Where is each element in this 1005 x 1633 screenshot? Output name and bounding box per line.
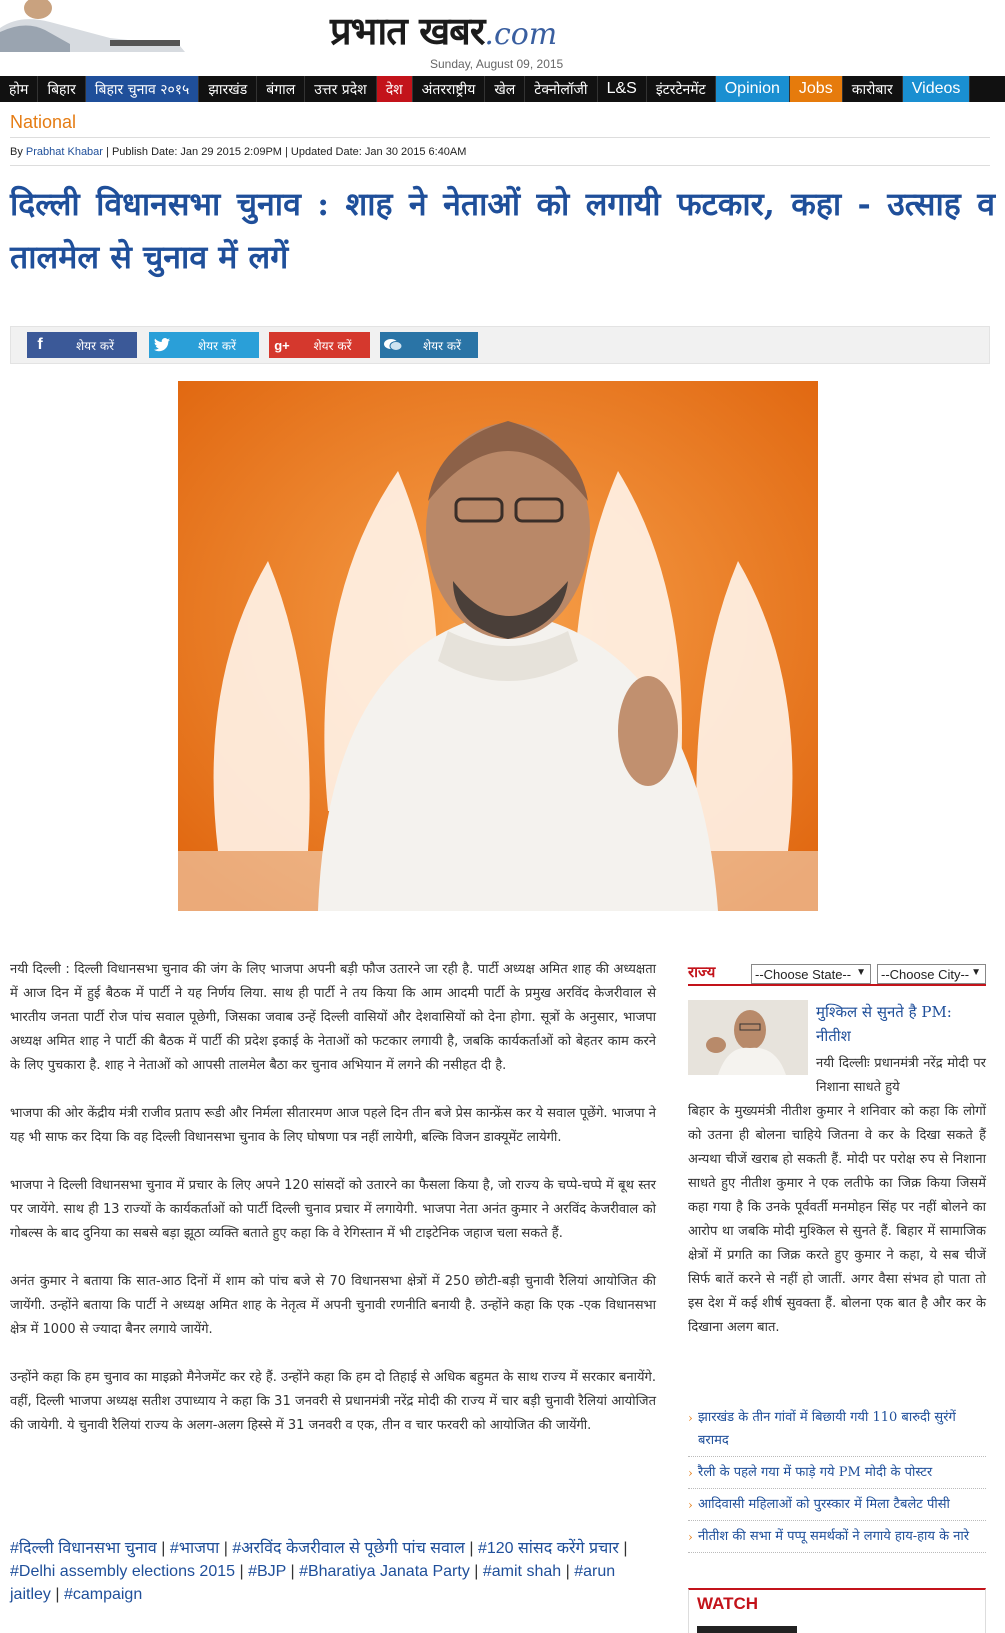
nav-item[interactable]: होम	[0, 76, 38, 102]
chevron-down-icon: ▼	[971, 967, 981, 978]
tag-link[interactable]: #amit shah	[482, 1563, 562, 1580]
nav-item[interactable]: बिहार	[38, 76, 85, 102]
nav-item[interactable]: कारोबार	[843, 76, 903, 102]
sidebar-links	[688, 1402, 986, 1553]
tag-separator: |	[219, 1540, 233, 1557]
tag-link[interactable]: #campaign	[63, 1586, 143, 1603]
site-logo[interactable]	[330, 4, 670, 64]
tag-separator: |	[618, 1540, 628, 1557]
city-select[interactable]	[877, 964, 986, 984]
twitter-share-button[interactable]	[149, 332, 259, 358]
header-person-photo	[0, 0, 190, 52]
sidebar-news-link[interactable]	[688, 1521, 986, 1553]
state-select-value: --Choose State--	[755, 966, 852, 982]
article-tags	[10, 1537, 656, 1606]
tag-link[interactable]: #Bharatiya Janata Party	[299, 1563, 470, 1580]
chevron-down-icon: ▼	[856, 967, 866, 978]
sidebar-link-text: झारखंड के तीन गांवों में बिछायी गयी 110 बारुदी सुरंगें बरामद	[698, 1410, 956, 1448]
article-body	[10, 958, 656, 1462]
story-excerpt	[688, 1052, 986, 1340]
article-paragraph: भाजपा की ओर केंद्रीय मंत्री राजीव प्रताप रूडी और निर्मला सीतारमण आज पहले दिन तीन बजे प्रेस कान्फ्रेंस कर ये सवाल पूछेंगे. भाजपा ने यह भी साफ कर दिया कि वह दिल्ली विधानसभा चुनाव के लिए घोषणा पत्र नहीं लायेगी, बल्कि विजन डाक्यूमेंट लायेगी.	[10, 1106, 656, 1145]
nav-item[interactable]: झारखंड	[199, 76, 257, 102]
nav-item[interactable]: देश	[377, 76, 413, 102]
tag-separator: |	[50, 1586, 64, 1603]
nav-item[interactable]: अंतरराष्ट्रीय	[413, 76, 486, 102]
nav-item[interactable]: इंटरटेनमेंट	[647, 76, 716, 102]
share-label: शेयर करें	[313, 338, 352, 353]
nav-item[interactable]: Videos	[903, 76, 971, 102]
story-lead: नयी दिल्लीः प्रधानमंत्री नरेंद्र मोदी पर निशाना साधते हुये	[816, 1056, 986, 1095]
tag-link[interactable]: #arun jaitley	[10, 1563, 616, 1603]
nav-item[interactable]: टेक्नोलॉजी	[525, 76, 597, 102]
nav-item[interactable]: L&S	[598, 76, 647, 102]
article-paragraph: अनंत कुमार ने बताया कि सात-आठ दिनों में शाम को पांच बजे से 70 विधानसभा क्षेत्रों में 250 छोटी-बड़ी चुनावी रैलियां आयोजित की जायेंगी. उन्होंने बताया कि पार्टी ने अध्यक्ष अमित शाह के नेतृत्व में अपनी चुनावी रणनीति बनायी है. उन्होंने कहा कि एक -एक विधानसभा क्षेत्र में 1000 से ज्यादा बैनर लगाये जायेंगे.	[10, 1274, 656, 1337]
tag-link[interactable]: #दिल्ली विधानसभा चुनाव	[10, 1540, 157, 1557]
share-label: शेयर करें	[423, 338, 461, 353]
tag-separator: |	[464, 1540, 478, 1557]
tag-separator: |	[286, 1563, 300, 1580]
nav-item[interactable]: उत्तर प्रदेश	[305, 76, 376, 102]
logo-main-text: प्रभात खबर	[330, 8, 485, 53]
sidebar-news-link[interactable]	[688, 1402, 986, 1457]
article-hero-photo	[178, 381, 818, 911]
site-header	[0, 0, 1005, 72]
article-headline: दिल्ली विधानसभा चुनाव : शाह ने नेताओं को लगायी फटकार, कहा - उत्साह व तालमेल से चुनाव में लगें	[10, 185, 995, 276]
nav-item[interactable]: Jobs	[790, 76, 843, 102]
article-paragraph: उन्होंने कहा कि हम चुनाव का माइक्रो मैनेजमेंट कर रहे हैं. उन्होंने कहा कि हम दो तिहाई से अधिक बहुमत के साथ राज्य में सरकार बनायेंगे. वहीं, दिल्ली भाजपा अध्यक्ष सतीश उपाध्याय ने कहा कि 31 जनवरी से प्रधानमंत्री नरेंद्र मोदी की राज्य में चार बड़ी चुनावी रैलियां आयोजित की जायेगी. ये चुनावी रैलियां राज्य के अलग-अलग हिस्से में 31 जनवरी व एक, तीन व चार फरवरी को आयोजित की जायेंगी.	[10, 1370, 656, 1433]
sidebar-link-text: नीतीश की सभा में पप्पू समर्थकों ने लगाये हाय-हाय के नारे	[698, 1529, 970, 1544]
sidebar-link-text: रैली के पहले गया में फाड़े गये PM मोदी के पोस्टर	[698, 1465, 933, 1480]
googleplus-icon: g+	[274, 337, 290, 353]
sidebar-link-text: आदिवासी महिलाओं को पुरस्कार में मिला टैबलेट पीसी	[698, 1497, 950, 1512]
twitter-icon	[149, 332, 175, 358]
facebook-share-button[interactable]	[27, 332, 137, 358]
nav-item[interactable]: बंगाल	[257, 76, 305, 102]
chevron-right-icon: ›	[688, 1411, 693, 1425]
article-paragraph: भाजपा ने दिल्ली विधानसभा चुनाव में प्रचार के लिए अपने 120 सांसदों को उतारने का फैसला किया है, जो राज्य के चप्पे-चप्पे में बूथ स्तर पर जायेंगे. साथ ही 13 राज्यों के कार्यकर्ताओं को पार्टी दिल्ली चुनाव प्रचार में लगायेगी. भाजपा नेता अनंत कुमार ने अरविंद केजरीवाल को गोबल्स के बाद दुनिया का सबसे बड़ा झूठा व्यक्ति बताते हुए कहा कि वे रेगिस्तान में भी टाइटेनिक जहाज चला सकते हैं.	[10, 1178, 656, 1241]
article-paragraph: नयी दिल्ली : दिल्ली विधानसभा चुनाव की जंग के लिए भाजपा अपनी बड़ी फौज उतारने जा रही है. पार्टी अध्यक्ष अमित शाह की अध्यक्षता में आज दिन में हुई बैठक में पार्टी ने यह निर्णय लिया. साथ ही पार्टी ने तय किया कि आम आदमी पार्टी के प्रमुख अरविंद केजरीवाल से भारतीय जनता पार्टी रोज पांच सवाल पूछेगी, जिसका जवाब उन्हें दिल्ली वासियों और देशवासियों को देना होगा. सूत्रों के अनुसार, भाजपा अध्यक्ष अमित शाह ने पार्टी की बैठक में पार्टी की प्रदेश इकाई के नेताओं को फटकार लगायी है, जबकि कार्यकर्ताओं को बेहतर काम करने के लिए पुचकारा है. शाह ने नेताओं को आपसी तालमेल बैठा कर चुनाव अभियान में लगने की नसीहत दी है.	[10, 962, 656, 1073]
share-bar	[10, 326, 990, 364]
share-label: शेयर करें	[76, 338, 114, 353]
city-select-value: --Choose City--	[881, 966, 970, 982]
tag-separator: |	[469, 1563, 483, 1580]
facebook-icon: f	[37, 336, 43, 353]
story-title-link[interactable]: मुश्किल से सुनते है PM: नीतीश	[816, 1003, 952, 1045]
byline	[10, 146, 466, 158]
sidebar-header	[688, 958, 986, 986]
watch-section	[688, 1588, 986, 1633]
story-body: बिहार के मुख्यमंत्री नीतीश कुमार ने शनिवार को कहा कि लोगों को उतना ही बोलना चाहिये जितना वे कर के दिखा सकते हैं अन्यथा चीजें खराब हो सकती हैं. मोदी पर परोक्ष रुप से निशाना साधते हुए नीतीश कुमार ने एक लतीफे का जिक्र किया जिसमें कहा गया है कि उनके पूर्ववर्ती मनमोहन सिंह पर नहीं बोलने का आरोप था जबकि मोदी मुश्किल से सुनते हैं. बिहार में सामाजिक क्षेत्रों में प्रगति का जिक्र करते हुए कुमार ने कहा, ये सब चीजें सिर्फ बातें करने से नहीं हो जातीं. अगर वैसा संभव हो पाता तो इस देश में कई शीर्ष सुवक्ता हैं. बोलना एक बात है और कर के दिखाना अलग बात.	[688, 1104, 986, 1335]
chevron-right-icon: ›	[688, 1530, 693, 1544]
video-thumbnail[interactable]	[697, 1626, 797, 1633]
tag-link[interactable]: #120 सांसद करेंगे प्रचार	[477, 1540, 619, 1557]
comment-icon	[380, 332, 406, 358]
chevron-right-icon: ›	[688, 1498, 693, 1512]
tag-separator: |	[561, 1563, 575, 1580]
byline-dates: | Publish Date: Jan 29 2015 2:09PM | Updated Date: Jan 30 2015 6:40AM	[106, 146, 467, 158]
googleplus-share-button[interactable]	[269, 332, 370, 358]
tag-link[interactable]: #भाजपा	[169, 1540, 220, 1557]
nav-item[interactable]: Opinion	[716, 76, 790, 102]
main-nav	[0, 76, 1005, 102]
nav-item[interactable]: खेल	[485, 76, 525, 102]
divider	[10, 137, 990, 138]
section-label[interactable]: National	[10, 112, 77, 132]
logo-suffix: .com	[484, 17, 558, 52]
tag-link[interactable]: #Delhi assembly elections 2015	[10, 1563, 236, 1580]
watch-title: WATCH	[697, 1594, 759, 1613]
tag-separator: |	[235, 1563, 249, 1580]
byline-prefix: By	[10, 146, 23, 158]
divider	[10, 165, 990, 166]
nav-item[interactable]: बिहार चुनाव २०१५	[86, 76, 200, 102]
header-date: Sunday, August 09, 2015	[430, 57, 564, 71]
state-select[interactable]	[751, 964, 871, 984]
sidebar-news-link[interactable]	[688, 1489, 986, 1521]
sidebar-news-link[interactable]	[688, 1457, 986, 1489]
share-label: शेयर करें	[198, 338, 236, 353]
tag-link[interactable]: #अरविंद केजरीवाल से पूछेगी पांच सवाल	[232, 1540, 465, 1557]
tag-separator: |	[156, 1540, 170, 1557]
sidebar-title: राज्य	[688, 963, 716, 981]
tag-link[interactable]: #BJP	[248, 1563, 287, 1580]
byline-author[interactable]: Prabhat Khabar	[25, 146, 103, 158]
comment-share-button[interactable]	[380, 332, 478, 358]
chevron-right-icon: ›	[688, 1466, 693, 1480]
